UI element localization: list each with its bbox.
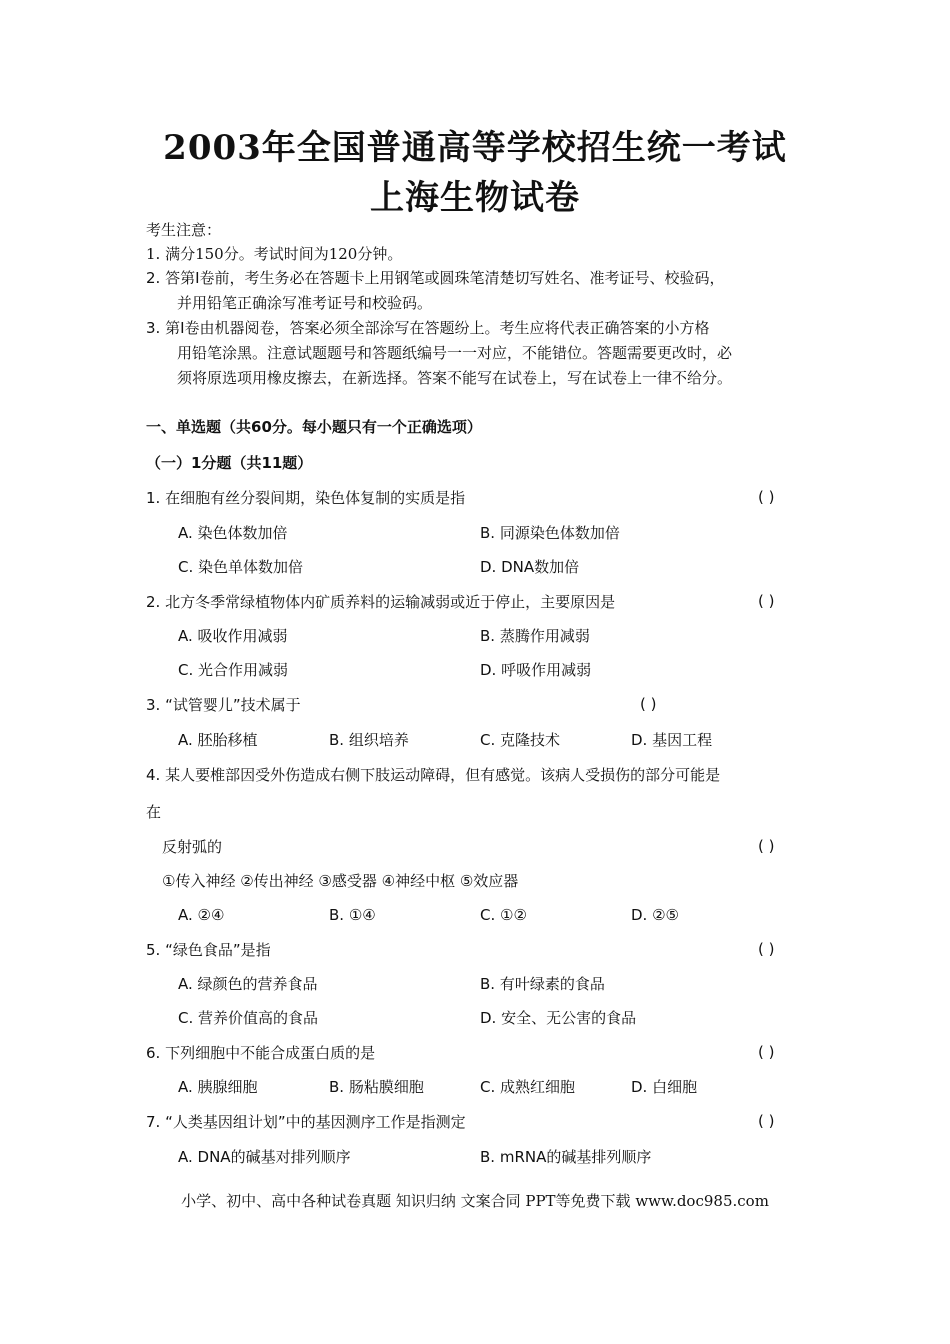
question-2-stem: 2. 北方冬季常绿植物体内矿质养料的运输减弱或近于停止，主要原因是 (146, 593, 616, 611)
section-heading: 一、单选题（共60分。每小题只有一个正确选项） (146, 418, 482, 436)
exam-title-line2: 上海生物试卷 (370, 178, 580, 218)
page-footer: 小学、初中、高中各种试卷真题 知识归纳 文案合同 PPT等免费下载 www.doc985.com (181, 1192, 769, 1210)
question-7-option-a: A. DNA的碱基对排列顺序 (178, 1148, 351, 1166)
notice-item-3c: 须将原选项用橡皮擦去，在新选择。答案不能写在试卷上，写在试卷上一律不给分。 (177, 369, 733, 387)
question-4-answer-blank: ( ) (758, 837, 775, 855)
question-4-option-b: B. ①④ (329, 906, 376, 924)
question-6-option-a: A. 胰腺细胞 (178, 1078, 258, 1096)
question-3-answer-blank: ( ) (640, 695, 657, 713)
question-2-option-a: A. 吸收作用减弱 (178, 627, 288, 645)
subsection-heading: （一）1分题（共11题） (146, 454, 313, 472)
question-6-option-d: D. 白细胞 (631, 1078, 698, 1096)
notice-item-3a: 3. 第Ⅰ卷由机器阅卷，答案必须全部涂写在答题纷上。考生应将代表正确答案的小方格 (146, 319, 710, 337)
notice-item-2b: 并用铅笔正确涂写准考证号和校验码。 (177, 294, 433, 312)
question-3-option-c: C. 克隆技术 (480, 731, 561, 749)
question-4-stem-wrap: 在 (146, 803, 162, 821)
question-7-option-b: B. mRNA的碱基排列顺序 (480, 1148, 652, 1166)
notice-item-3b: 用铅笔涂黑。注意试题题号和答题纸编号一一对应，不能错位。答题需要更改时，必 (177, 344, 733, 362)
question-1-option-c: C. 染色单体数加倍 (178, 558, 304, 576)
question-5-answer-blank: ( ) (758, 940, 775, 958)
question-6-option-c: C. 成熟红细胞 (480, 1078, 576, 1096)
notice-item-1: 1. 满分150分。考试时间为120分钟。 (146, 245, 403, 263)
question-3-stem: 3. “试管婴儿”技术属于 (146, 696, 301, 714)
question-6-answer-blank: ( ) (758, 1043, 775, 1061)
question-2-option-d: D. 呼吸作用减弱 (480, 661, 592, 679)
question-2-answer-blank: ( ) (758, 592, 775, 610)
question-1-option-a: A. 染色体数加倍 (178, 524, 288, 542)
question-5-option-b: B. 有叶绿素的食品 (480, 975, 605, 993)
question-5-option-c: C. 营养价值高的食品 (178, 1009, 319, 1027)
question-5-option-a: A. 绿颜色的营养食品 (178, 975, 318, 993)
exam-title-line1: 2003年全国普通高等学校招生统一考试 (163, 128, 787, 168)
question-5-stem: 5. “绿色食品”是指 (146, 941, 271, 959)
question-4-stem-2: 反射弧的 (162, 838, 223, 856)
question-3-option-b: B. 组织培养 (329, 731, 409, 749)
question-3-option-d: D. 基因工程 (631, 731, 713, 749)
notice-heading: 考生注意： (146, 221, 222, 239)
question-4-parts: ①传入神经 ②传出神经 ③感受器 ④神经中枢 ⑤效应器 (162, 872, 519, 890)
question-2-option-b: B. 蒸腾作用减弱 (480, 627, 590, 645)
question-4-stem: 4. 某人要椎部因受外伤造成右侧下肢运动障碍，但有感觉。该病人受损伤的部分可能是 (146, 766, 721, 784)
question-1-option-d: D. DNA数加倍 (480, 558, 580, 576)
question-6-stem: 6. 下列细胞中不能合成蛋白质的是 (146, 1044, 376, 1062)
question-5-option-d: D. 安全、无公害的食品 (480, 1009, 637, 1027)
question-3-option-a: A. 胚胎移植 (178, 731, 258, 749)
question-4-option-a: A. ②④ (178, 906, 225, 924)
notice-item-2a: 2. 答第Ⅰ卷前，考生务必在答题卡上用钢笔或圆珠笔清楚切写姓名、准考证号、校验码， (146, 269, 725, 287)
question-1-stem: 1. 在细胞有丝分裂间期，染色体复制的实质是指 (146, 489, 466, 507)
question-4-option-c: C. ①② (480, 906, 527, 924)
question-1-option-b: B. 同源染色体数加倍 (480, 524, 620, 542)
question-1-answer-blank: ( ) (758, 488, 775, 506)
question-2-option-c: C. 光合作用减弱 (178, 661, 289, 679)
question-4-option-d: D. ②⑤ (631, 906, 679, 924)
question-7-answer-blank: ( ) (758, 1112, 775, 1130)
question-7-stem: 7. “人类基因组计划”中的基因测序工作是指测定 (146, 1113, 466, 1131)
question-6-option-b: B. 肠粘膜细胞 (329, 1078, 424, 1096)
